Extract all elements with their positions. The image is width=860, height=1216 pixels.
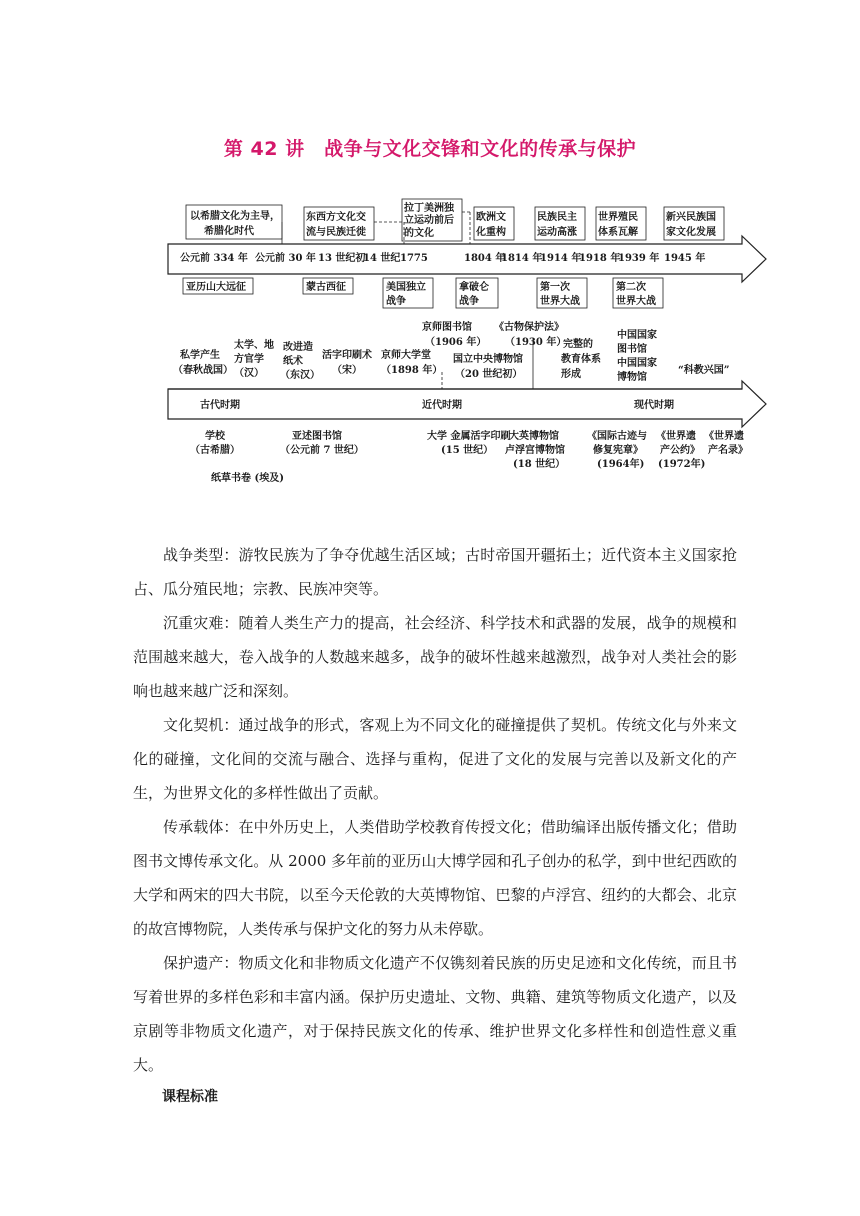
china-event: 《古物保护法》 [494, 322, 564, 333]
timeline-diagram [0, 0, 860, 500]
year-label: 1939 年 [618, 253, 660, 264]
world-event: 学校 [205, 431, 225, 442]
era-box-label: 化重构 [476, 227, 506, 238]
war-box-label: 第二次 [616, 282, 646, 293]
timeline-1 [168, 199, 766, 308]
year-label: 1804 年 [464, 253, 506, 264]
world-event: 《世界遗 [704, 431, 744, 442]
era-box-label: 立运动前后 [404, 215, 454, 226]
china-event: 中国国家 [617, 358, 657, 369]
era-box-label: 拉丁美洲独 [404, 203, 454, 214]
china-event: 活字印刷术 [322, 350, 372, 361]
world-event: 大英博物馆 [509, 431, 559, 442]
war-box-label: 亚历山大远征 [186, 282, 246, 293]
china-event: （春秋战国） [173, 365, 233, 376]
era-box-label: 民族民主 [537, 212, 577, 223]
world-event: 《世界遗 [656, 431, 696, 442]
china-event: 博物馆 [617, 372, 647, 383]
china-event: 方官学 [234, 354, 264, 365]
period-label: 现代时期 [634, 400, 674, 411]
paragraph-heritage: 保护遗产：物质文化和非物质文化遗产不仅镌刻着民族的历史足迹和文化传统，而且书写着世界的多样色彩和丰富内涵。保护历史遗址、文物、典籍、建筑等物质文化遗产，以及京剧等非物质文化遗产，对于保持民族文化的传承、维护世界文化多样性和创造性意义重大。 [133, 954, 737, 1074]
era-box-label: 的文化 [404, 228, 434, 239]
world-event: 产名录》 [708, 445, 748, 456]
paragraph-carriers: 传承载体：在中外历史上，人类借助学校教育传授文化；借助编译出版传播文化；借助图书文博传承文化。从 2000 多年前的亚历山大博学园和孔子创办的私学，到中世纪西欧的大学和两宋的四大书院，以至今天伦敦的大英博物馆、巴黎的卢浮宫、纽约的大都会、北京的故宫博物院，人类传承与保护文化的努力从未停歇。 [133, 818, 737, 938]
china-event: 太学、地 [234, 340, 274, 351]
world-event: 卢浮宫博物馆 [505, 445, 565, 456]
war-box-label: 世界大战 [616, 296, 656, 307]
year-label: 13 世纪初 [318, 253, 366, 264]
era-box-label: 东西方文化交 [306, 212, 366, 223]
timeline-2 [168, 320, 766, 484]
world-event: （公元前 7 世纪） [280, 445, 364, 456]
period-label: 古代时期 [200, 400, 240, 411]
china-event: （1930 年） [505, 337, 567, 348]
war-box-label: 拿破仑 [459, 282, 489, 293]
era-box-label: 希腊化时代 [204, 226, 254, 237]
china-event: 中国国家 [617, 330, 657, 341]
section-heading: 课程标准 [162, 1089, 218, 1105]
period-label: 近代时期 [422, 400, 462, 411]
year-label: 公元前 30 年 [255, 253, 316, 264]
china-event: （汉） [234, 368, 264, 379]
year-label: 公元前 334 年 [180, 253, 248, 264]
timeline-2-arrow [168, 381, 766, 427]
china-event: 教育体系 [561, 354, 601, 365]
china-event: （宋） [332, 365, 362, 376]
war-box-label: 战争 [459, 296, 479, 307]
china-event: （1898 年） [381, 365, 443, 376]
era-box-label: 体系瓦解 [598, 227, 638, 238]
year-label: 1914 年 [540, 253, 582, 264]
war-box-label: 蒙古西征 [306, 282, 346, 293]
china-event: 京师大学堂 [381, 350, 431, 361]
world-event: (1972年) [658, 459, 706, 470]
era-box-label: 流与民族迁徙 [306, 227, 366, 238]
year-label: 14 世纪 [363, 253, 401, 264]
year-label: 1775 [400, 253, 428, 264]
era-box-label: 家文化发展 [666, 227, 716, 238]
era-box-label: 运动高涨 [537, 227, 577, 238]
year-label: 1814 年 [501, 253, 543, 264]
world-event: 修复宪章》 [593, 445, 643, 456]
war-box-label: 战争 [386, 296, 406, 307]
china-event: 图书馆 [617, 344, 647, 355]
war-box-label: 美国独立 [386, 282, 426, 293]
era-box-label: 世界殖民 [598, 212, 638, 223]
war-box-label: 世界大战 [540, 296, 580, 307]
china-event: 完整的 [563, 339, 593, 350]
paragraph-opportunity: 文化契机：通过战争的形式，客观上为不同文化的碰撞提供了契机。传统文化与外来文化的碰撞，文化间的交流与融合、选择与重构，促进了文化的发展与完善以及新文化的产生，为世界文化的多样性做出了贡献。 [133, 716, 737, 802]
year-label: 1918 年 [579, 253, 621, 264]
world-event: 纸草书卷 (埃及) [211, 473, 284, 484]
china-event: （东汉） [280, 370, 320, 381]
page-title: 第 42 讲 战争与文化交锋和文化的传承与保护 [223, 138, 637, 160]
war-box-label: 第一次 [540, 282, 570, 293]
world-event: (1964年) [597, 459, 645, 470]
world-event: 《国际古迹与 [587, 431, 647, 442]
china-event: 改进造 [283, 342, 313, 353]
paragraph-war-types: 战争类型：游牧民族为了争夺优越生活区域；古时帝国开疆拓土；近代资本主义国家抢占、瓜分殖民地；宗教、民族冲突等。 [133, 546, 737, 598]
world-event: 产公约》 [660, 445, 700, 456]
china-event: （1906 年） [425, 337, 487, 348]
era-box-label: 以希腊文化为主导， [190, 211, 280, 222]
china-event: 纸术 [283, 356, 303, 367]
world-event: (18 世纪） [513, 459, 566, 470]
china-event: 京师图书馆 [422, 322, 472, 333]
world-event: 大学 金属活字印刷 [427, 431, 511, 442]
era-box-label: 新兴民族国 [666, 212, 716, 223]
world-event: 亚述图书馆 [292, 431, 342, 442]
china-event: 私学产生 [180, 350, 220, 361]
china-event: “科教兴国” [678, 365, 730, 376]
china-event: 国立中央博物馆 [453, 354, 523, 365]
china-event: 形成 [561, 369, 581, 380]
china-event: （20 世纪初） [455, 369, 523, 380]
era-box-label: 欧洲文 [476, 212, 506, 223]
world-event: (15 世纪） [441, 445, 494, 456]
paragraph-disaster: 沉重灾难：随着人类生产力的提高，社会经济、科学技术和武器的发展，战争的规模和范围越来越大，卷入战争的人数越来越多，战争的破坏性越来越激烈，战争对人类社会的影响也越来越广泛和深刻。 [133, 614, 737, 700]
year-label: 1945 年 [664, 253, 706, 264]
world-event: （古希腊） [190, 445, 240, 456]
